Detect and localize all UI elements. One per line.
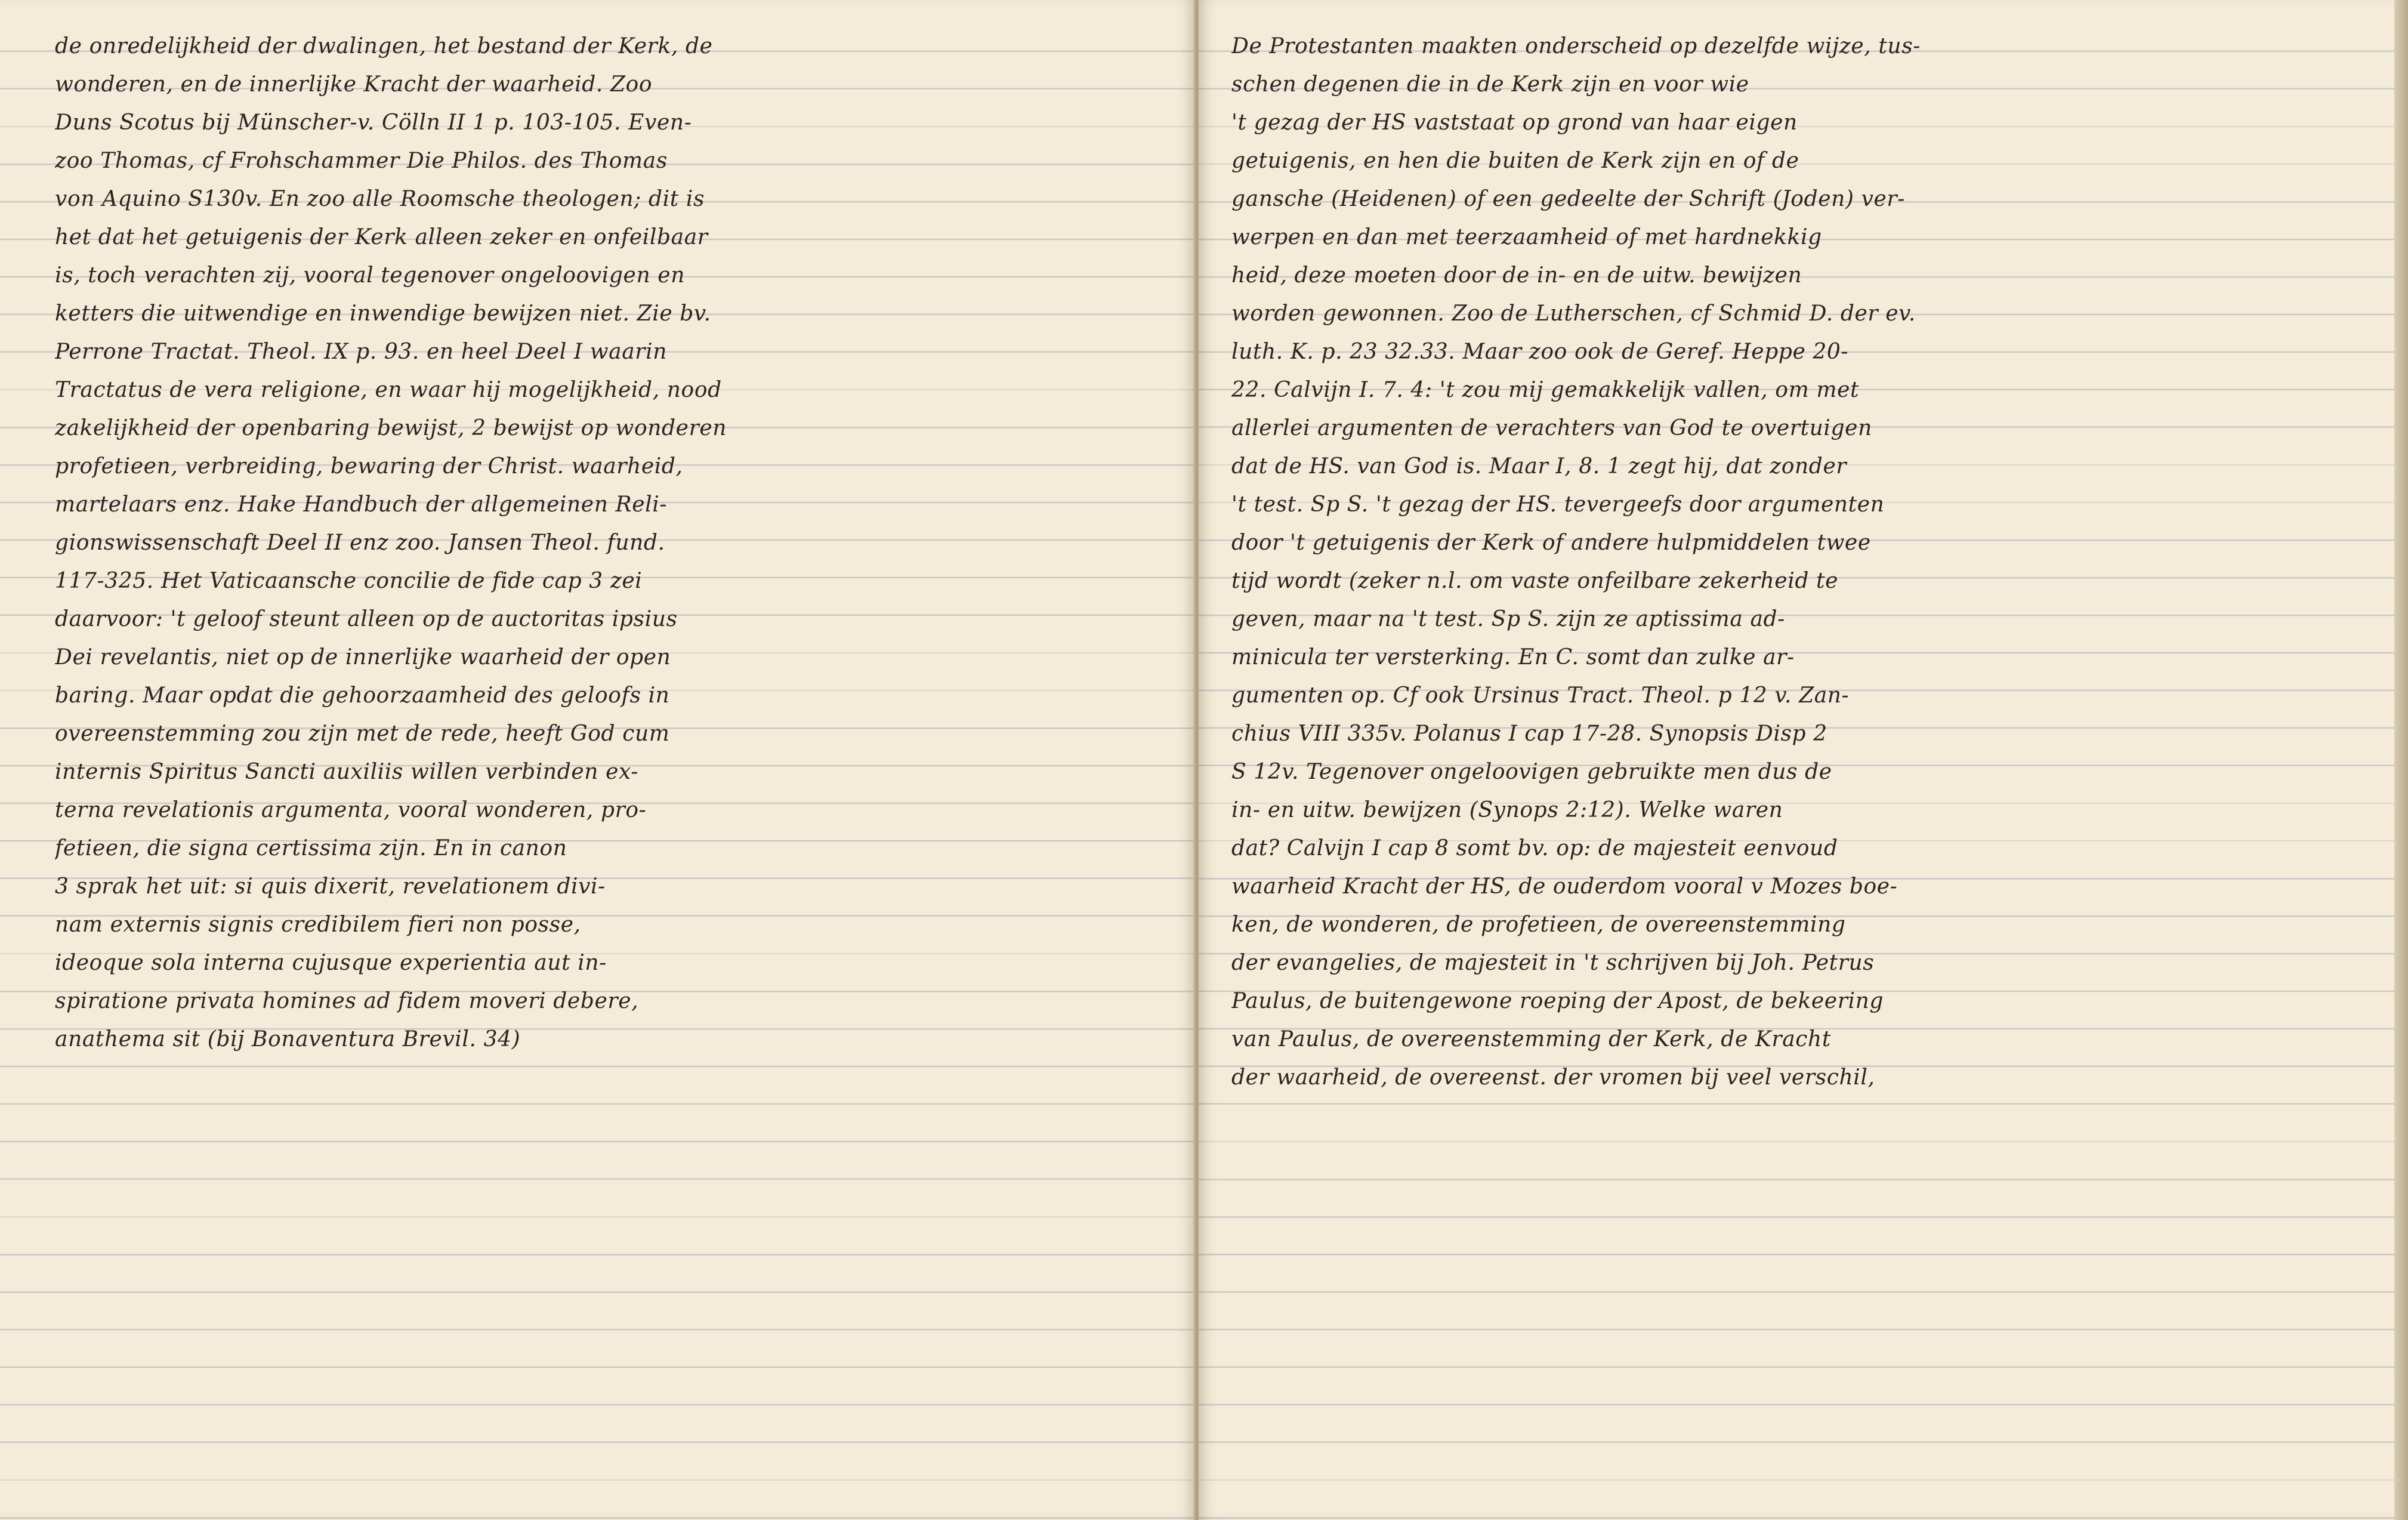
handwritten-line: Perrone Tractat. Theol. IX p. 93. en heel Deel I waarin (55, 340, 667, 364)
handwritten-line: gumenten op. Cf ook Ursinus Tract. Theol. p 12 v. Zan- (1231, 683, 1850, 708)
handwritten-line: spiratione privata homines ad fidem moveri debere, (55, 989, 639, 1013)
handwritten-line: nam externis signis credibilem fieri non posse, (55, 912, 581, 937)
right-page-lines (1231, 27, 2359, 1097)
handwritten-line: profetieen, verbreiding, bewaring der Christ. waarheid, (55, 454, 683, 479)
handwritten-line: gionswissenschaft Deel II enz zoo. Jansen Theol. fund. (55, 531, 665, 555)
handwritten-line: anathema sit (bij Bonaventura Brevil. 34) (55, 1027, 521, 1052)
handwritten-line: werpen en dan met teerzaamheid of met hardnekkig (1231, 225, 1822, 249)
handwritten-line: de onredelijkheid der dwalingen, het bestand der Kerk, de (55, 34, 713, 58)
page-edge (2394, 0, 2408, 1520)
handwritten-line: gansche (Heidenen) of een gedeelte der Schrift (Joden) ver- (1231, 187, 1906, 211)
handwritten-line: internis Spiritus Sancti auxiliis willen verbinden ex- (55, 760, 639, 784)
handwritten-line: door 't getuigenis der Kerk of andere hulpmiddelen twee (1231, 531, 1871, 555)
handwritten-line: fetieen, die signa certissima zijn. En in canon (55, 836, 567, 861)
handwritten-line: S 12v. Tegenover ongeloovigen gebruikte men dus de (1231, 760, 1832, 784)
handwritten-line: overeenstemming zou zijn met de rede, heeft God cum (55, 722, 670, 746)
handwritten-line: waarheid Kracht der HS, de ouderdom vooral v Mozes boe- (1231, 874, 1898, 899)
handwritten-line: der waarheid, de overeenst. der vromen bij veel verschil, (1231, 1065, 1875, 1090)
handwritten-line: 't test. Sp S. 't gezag der HS. tevergeefs door argumenten (1231, 492, 1885, 517)
handwritten-line: allerlei argumenten de verachters van God te overtuigen (1231, 416, 1872, 440)
handwritten-line: 't gezag der HS vaststaat op grond van haar eigen (1231, 110, 1798, 135)
handwritten-line: 117-325. Het Vaticaansche concilie de fide cap 3 zei (55, 569, 643, 593)
handwritten-line: dat? Calvijn I cap 8 somt bv. op: de majesteit eenvoud (1231, 836, 1838, 861)
handwritten-line: Dei revelantis, niet op de innerlijke waarheid der open (55, 645, 671, 670)
handwritten-line: in- en uitw. bewijzen (Synops 2:12). Welke waren (1231, 798, 1783, 822)
left-page-lines (55, 27, 1165, 1059)
handwritten-line: minicula ter versterking. En C. somt dan zulke ar- (1231, 645, 1795, 670)
handwritten-line: geven, maar na 't test. Sp S. zijn ze aptissima ad- (1231, 607, 1785, 631)
handwritten-line: Tractatus de vera religione, en waar hij mogelijkheid, nood (55, 378, 722, 402)
handwritten-line: martelaars enz. Hake Handbuch der allgemeinen Reli- (55, 492, 668, 517)
handwritten-line: terna revelationis argumenta, vooral wonderen, pro- (55, 798, 647, 822)
handwritten-line: 22. Calvijn I. 7. 4: 't zou mij gemakkelijk vallen, om met (1231, 378, 1860, 402)
handwritten-line: daarvoor: 't geloof steunt alleen op de auctoritas ipsius (55, 607, 678, 631)
handwritten-line: ken, de wonderen, de profetieen, de overeenstemming (1231, 912, 1846, 937)
handwritten-line: ketters die uitwendige en inwendige bewijzen niet. Zie bv. (55, 301, 711, 326)
right-page (1199, 0, 2394, 1520)
handwritten-line: getuigenis, en hen die buiten de Kerk zijn en of de (1231, 149, 1799, 173)
handwritten-line: Duns Scotus bij Münscher-v. Cölln II 1 p. 103-105. Even- (55, 110, 692, 135)
handwritten-line: baring. Maar opdat die gehoorzaamheid des geloofs in (55, 683, 670, 708)
handwritten-line: luth. K. p. 23 32.33. Maar zoo ook de Geref. Heppe 20- (1231, 340, 1849, 364)
handwritten-line: Paulus, de buitengewone roeping der Apost, de bekeering (1231, 989, 1884, 1013)
handwritten-line: van Paulus, de overeenstemming der Kerk, de Kracht (1231, 1027, 1831, 1052)
handwritten-line: dat de HS. van God is. Maar I, 8. 1 zegt hij, dat zonder (1231, 454, 1847, 479)
left-page (0, 0, 1195, 1520)
handwritten-line: ideoque sola interna cujusque experientia aut in- (55, 951, 607, 975)
handwritten-line: het dat het getuigenis der Kerk alleen zeker en onfeilbaar (55, 225, 708, 249)
handwritten-line: tijd wordt (zeker n.l. om vaste onfeilbare zekerheid te (1231, 569, 1838, 593)
handwritten-line: schen degenen die in de Kerk zijn en voor wie (1231, 72, 1749, 97)
handwritten-line: zakelijkheid der openbaring bewijst, 2 bewijst op wonderen (55, 416, 727, 440)
handwritten-line: worden gewonnen. Zoo de Lutherschen, cf Schmid D. der ev. (1231, 301, 1916, 326)
handwritten-line: von Aquino S130v. En zoo alle Roomsche theologen; dit is (55, 187, 705, 211)
handwritten-line: der evangelies, de majesteit in 't schrijven bij Joh. Petrus (1231, 951, 1875, 975)
handwritten-line: is, toch verachten zij, vooral tegenover ongeloovigen en (55, 263, 685, 288)
handwritten-line: De Protestanten maakten onderscheid op dezelfde wijze, tus- (1231, 34, 1921, 58)
handwritten-line: zoo Thomas, cf Frohschammer Die Philos. des Thomas (55, 149, 668, 173)
handwritten-line: 3 sprak het uit: si quis dixerit, revelationem divi- (55, 874, 606, 899)
handwritten-line: heid, deze moeten door de in- en de uitw. bewijzen (1231, 263, 1802, 288)
handwritten-line: wonderen, en de innerlijke Kracht der waarheid. Zoo (55, 72, 653, 97)
handwritten-line: chius VIII 335v. Polanus I cap 17-28. Synopsis Disp 2 (1231, 722, 1827, 746)
